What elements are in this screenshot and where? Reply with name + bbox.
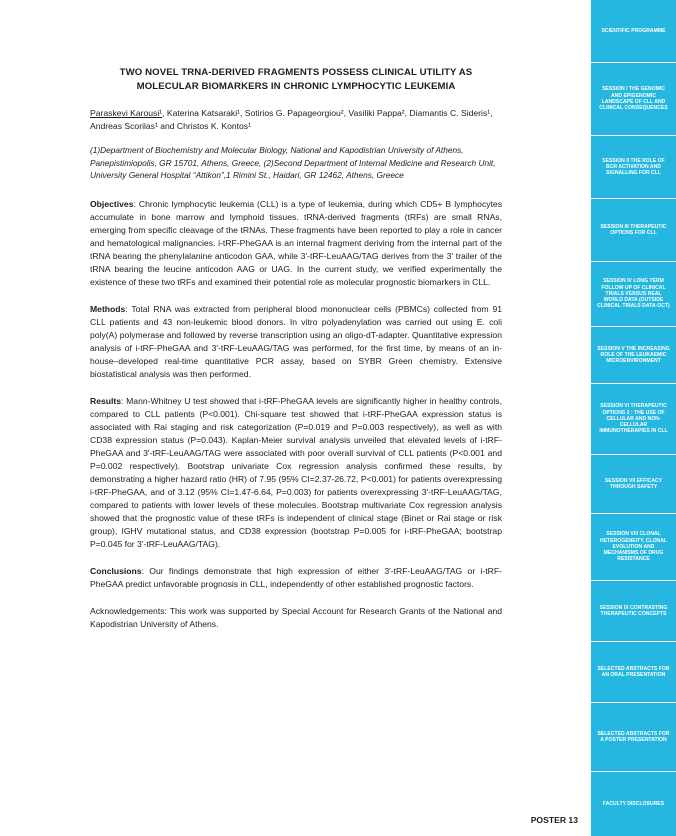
sidebar-item-faculty-disclosures[interactable]: FACULTY DISCLOSURES bbox=[602, 800, 665, 807]
conclusions-label: Conclusions bbox=[90, 565, 142, 576]
sidebar-item-session-3[interactable]: SESSION III THERAPEUTIC OPTIONS FOR CLL bbox=[600, 223, 667, 236]
abstract-content bbox=[90, 66, 502, 645]
sidebar-item-session-7[interactable]: SESSION VII EFFICACY THROUGH SAFETY bbox=[604, 477, 663, 490]
title-line-2: MOLECULAR BIOMARKERS IN CHRONIC LYMPHOCYTIC LEUKEMIA bbox=[136, 81, 456, 92]
title-line-1: TWO NOVEL TRNA-DERIVED FRAGMENTS POSSESS CLINICAL UTILITY AS bbox=[119, 67, 473, 78]
sidebar-item-oral-abstracts[interactable]: SELECTED ABSTRACTS FOR AN ORAL PRESENTATION bbox=[597, 665, 670, 678]
abstract-title bbox=[90, 66, 502, 94]
sidebar-item-session-2[interactable]: SESSION II THE ROLE OF BCR ACTIVATION AND SIGNALLING FOR CLL bbox=[602, 157, 665, 177]
sidebar-item-session-9[interactable]: SESSION IX CONTRASTING THERAPEUTIC CONCEPTS bbox=[599, 604, 668, 617]
conclusions-text: : Our findings demonstrate that high expression of either 3'-tRF-LeuAAG/TAG or i-tRF-PheGAA predict unfavorable prognosis in CLL, independently of other established prognostic factors. bbox=[90, 565, 502, 589]
objectives-section bbox=[90, 198, 502, 289]
results-label: Results bbox=[90, 395, 122, 406]
methods-section bbox=[90, 303, 502, 381]
affiliations: (1)Department of Biochemistry and Molecular Biology, National and Kapodistrian University of Athens, Panepistimiopolis, GR 15701, Athens, Greece, (2)Second Department of Internal Medicine and Research Unit, University General Hospital “Attikon”,1 Rimini St., Haidari, GR 12462, Athens, Greece bbox=[90, 145, 496, 181]
conclusions-section bbox=[90, 565, 502, 591]
results-section bbox=[90, 395, 502, 551]
poster-number: POSTER 13 bbox=[530, 815, 578, 825]
objectives-label: Objectives bbox=[90, 198, 134, 209]
sidebar-item-scientific-programme[interactable]: SCIENTIFIC PROGRAMME bbox=[601, 27, 666, 34]
sidebar-item-session-8[interactable]: SESSION VIII CLONAL HETEROGENEITY, CLONAL EVOLUTION AND MECHANISMS OF DRUG RESISTANCE bbox=[599, 531, 668, 563]
sidebar-item-session-4[interactable]: SESSION IV LONG TERM FOLLOW UP OF CLINICAL TRIALS VERSUS REAL WORLD DATA (OUTSIDE CLINICAL TRIALS DATA-OCT) bbox=[597, 278, 670, 310]
presenting-author: Paraskevi Karousi¹ bbox=[90, 108, 163, 118]
co-authors: , Katerina Katsaraki¹, Sotirios G. Papageorgiou², Vasiliki Pappa², Diamantis C. Sideris¹, Andreas Scorilas¹ and Christos K. Kontos¹ bbox=[90, 108, 493, 131]
methods-label: Methods bbox=[90, 303, 126, 314]
sidebar-item-session-1[interactable]: SESSION I THE GENOMIC AND EPIGENOMIC LANDSCAPE OF CLL AND CLINICAL CONSEQUENCES bbox=[599, 86, 668, 112]
sidebar-item-session-6[interactable]: SESSION VI THERAPEUTIC OPTIONS 2 : THE USE OF CELLULAR AND NON-CELLULAR IMMUNOTHERAPIES IN CLL bbox=[599, 403, 668, 435]
acknowledgements: Acknowledgements: This work was supported by Special Account for Research Grants of the National and Kapodistrian University of Athens. bbox=[90, 605, 502, 629]
author-list bbox=[90, 107, 502, 132]
sidebar-nav bbox=[591, 0, 676, 836]
objectives-text: : Chronic lymphocytic leukemia (CLL) is a type of leukemia, during which CD5+ B lymphocytes accumulate in bone marrow and lymphoid tissues. tRNA-derived fragments (tRFs) are small RNAs, emerging from specific cleavage of the tRNAs. These fragments have been reported to play a role in cancer and hematological malignancies. i-tRF-PheGAA is an internal fragment deriving from the internal part of the tRNA bearing the phenylalanine anticodon GAA, while 3'-tRF-LeuAAG/TAG derives from the 3' trailer of the tRNA bearing the leucine anticodon AAG or UAG. In the current study, we verified experimentally the existence of these two tRFs and examined their potential role as molecular prognostic biomarkers in CLL. bbox=[90, 198, 502, 287]
results-text: : Mann-Whitney U test showed that i-tRF-PheGAA levels are significantly higher in healthy controls, compared to CLL patients (P<0.001). Chi-square test showed that i-tRF-PheGAA expression status is associated with Rai staging and risk categorization (P=0.019 and P=0.003 respectively), as well as with CD38 expression status (P=0.043). Kaplan-Meier survival analysis unveiled that elevated levels of i-tRF-PheGAA and 3'-tRF-LeuAAG/TAG were associated with poor overall survival of CLL patients (P<0.001 and P=0.002 respectively). Bootstrap univariate Cox regression analysis confirmed these results, by demonstrating a higher hazard ratio (HR) of 7.95 (95% CI=2.37-26.72, P<0.001) for patients overexpressing i-tRF-PheGAA, and of 3.12 (95% CI=1.47-6.64, P=0.003) for patients overexpressing 3'-tRF-LeuAAG/TAG, compared to patients with lower levels of these molecules. Bootstrap multivariate Cox regression analysis showed that the prognostic value of these tRFs is independent of clinical stage (Binet or Rai stage or risk group), IGHV mutational status, and CD38 expression (bootstrap P=0.005 for i-tRF-PheGAA; bootstrap P=0.045 for 3'-tRF-LeuAAG/TAG). bbox=[90, 395, 502, 549]
methods-text: : Total RNA was extracted from peripheral blood mononuclear cells (PBMCs) collected from 91 CLL patients and 43 non-leukemic blood donors. In vitro polyadenylation was carried out using E. coli poly(A) polymerase and followed by reverse transcription using an oligo-dT-adapter. Quantitative expression analysis of i-tRF-PheGAA and 3'-tRF-LeuAAG/TAG was performed, for the first time, by means of an in-house–developed real-time quantitative PCR assay, based on SYBR Green chemistry. Extensive biostatistical analysis was then performed. bbox=[90, 303, 502, 379]
sidebar-item-session-5[interactable]: SESSION V THE INCREASING ROLE OF THE LEUKAEMIC MICROENVIRONMENT bbox=[597, 345, 670, 365]
sidebar-item-poster-abstracts[interactable]: SELECTED ABSTRACTS FOR A POSTER PRESENTATION bbox=[597, 730, 670, 743]
